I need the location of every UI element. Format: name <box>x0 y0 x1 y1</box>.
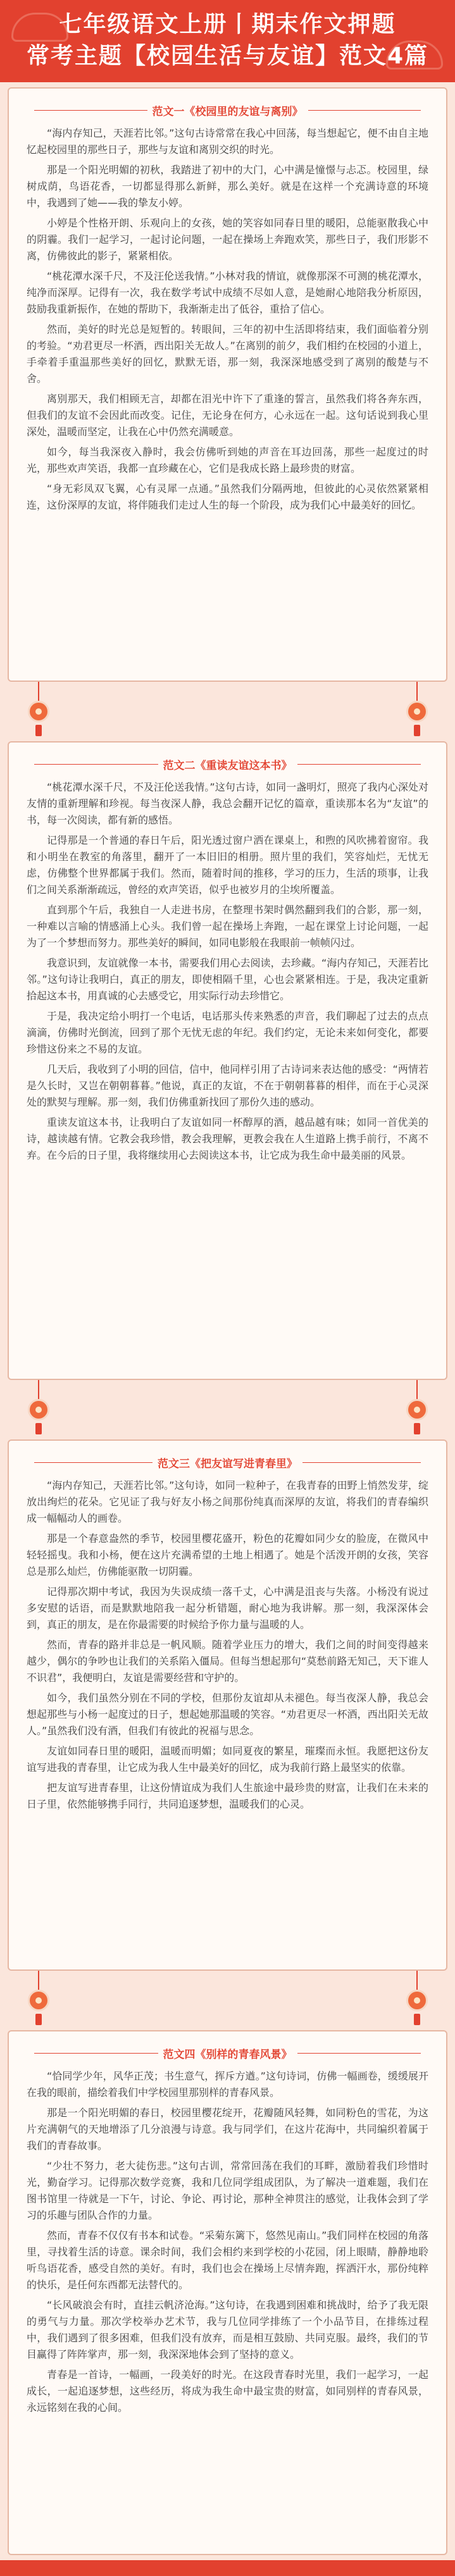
lantern-icon <box>406 1990 428 2011</box>
essay-card-4 <box>8 2030 447 2555</box>
essay-paragraph: 于是，我决定给小明打一个电话，电话那头传来熟悉的声音，我们聊起了过去的点点滴滴，仿佛时光倒流，回到了那个无忧无虑的年纪。我们约定，无论未来如何变化，都要珍惜这份来之不易的友谊。 <box>27 1010 428 1055</box>
tassel-decoration <box>35 2014 42 2025</box>
essay-paragraph: “身无彩凤双飞翼，心有灵犀一点通。”虽然我们分隔两地，但彼此的心灵依然紧紧相连，这份深厚的友谊，将伴随我们走过人生的每一个阶段，成为我们心中最美好的回忆。 <box>27 483 428 511</box>
essay-paragraph: 友谊如同春日里的暖阳，温暖而明媚；如同夏夜的繁星，璀璨而永恒。我愿把这份友谊写进我的青春里，让它成为我人生中最美好的回忆，成为我前行路上最坚实的依靠。 <box>27 1745 428 1773</box>
tassel-decoration <box>35 1423 42 1434</box>
essay-paragraph: 记得那次期中考试，我因为失误成绩一落千丈，心中满是沮丧与失落。小杨没有说过多安慰的话语，而是默默地陪我一起分析错题，耐心地为我讲解。那一刻，我深深体会到，真正的朋友，是在你最需要的时候给予你力量与温暖的人。 <box>27 1586 428 1630</box>
essay-paragraph: 我意识到，友谊就像一本书，需要我们用心去阅读，去珍藏。“海内存知己，天涯若比邻。”这句诗让我明白，真正的朋友，即使相隔千里，心也会紧紧相连。于是，我决定重新拾起这本书，用真诚的心去感受它，用实际行动去珍惜它。 <box>27 957 428 1002</box>
essay-paragraph: 然而，青春不仅仅有书本和试卷。“采菊东篱下，悠然见南山。”我们同样在校园的角落里，寻找着生活的诗意。课余时间，我们会相约来到学校的小花园，闭上眼睛，静静地聆听鸟语花香，感受自然的美好。有时，我们也会在操场上尽情奔跑，挥洒汗水，那份纯粹的快乐，是任何东西都无法替代的。 <box>27 2229 428 2291</box>
tassel-decoration <box>414 2014 420 2025</box>
essay-paragraph: 然而，美好的时光总是短暂的。转眼间，三年的初中生活即将结束，我们面临着分别的考验。“劝君更尽一杯酒，西出阳关无故人。”在离别的前夕，我们相约在校园的小道上，手牵着手重温那些美好的回忆，默默无语，那一刻，我深深地感受到了离别的酸楚与不舍。 <box>27 323 428 385</box>
essay-paragraph: 离别那天，我们相顾无言，却都在泪光中许下了重逢的誓言，虽然我们将各奔东西，但我们的友谊不会因此而改变。记住，无论身在何方，心永远在一起。这句话说到我心里深处，温暖而坚定，让我在心中仍然充满暖意。 <box>27 393 428 438</box>
essay-body <box>27 1477 428 1816</box>
lantern-icon <box>28 1990 49 2011</box>
essay-title: 范文二《重读友谊这本书》 <box>158 756 297 772</box>
essay-paragraph: 然而，青春的路并非总是一帆风顺。随着学业压力的增大，我们之间的时间变得越来越少，偶尔的争吵也让我们的关系陷入僵局。但每当想起那句“莫愁前路无知己，天下谁人不识君”，我便明白，友谊是需要经营和守护的。 <box>27 1639 428 1684</box>
essay-paragraph: “桃花潭水深千尺，不及汪伦送我情。”这句古诗，如同一盏明灯，照亮了我内心深处对友情的重新理解和珍视。每当夜深人静，我总会翻开记忆的篇章，重读那本名为“友谊”的书，每一次阅读，都有新的感悟。 <box>27 781 428 826</box>
tassel-decoration <box>35 725 42 736</box>
essay-paragraph: 记得那是一个普通的春日午后，阳光透过窗户洒在课桌上，和煦的风吹拂着窗帘。我和小明坐在教室的角落里，翻开了一本旧旧的相册。照片里的我们，笑容灿烂，无忧无虑，仿佛整个世界都属于我们。然而，随着时间的推移，学习的压力，生活的琐事，让我们之间关系渐渐疏远，曾经的欢声笑语，似乎也被岁月的尘埃所覆盖。 <box>27 834 428 896</box>
essay-title: 范文一《校园里的友谊与离别》 <box>147 102 308 118</box>
essay-body <box>27 125 428 517</box>
essay-paragraph: 如今，我们虽然分别在不同的学校，但那份友谊却从未褪色。每当夜深人静，我总会想起那些与小杨一起度过的日子，想起她那温暖的笑容。“劝君更尽一杯酒，西出阳关无故人。”虽然我们没有酒，但我们有彼此的祝福与思念。 <box>27 1692 428 1737</box>
page-subtitle: 常考主题【校园生活与友谊】范文4篇 <box>26 43 429 69</box>
essay-paragraph: 重读友谊这本书，让我明白了友谊如同一杯醇厚的酒，越品越有味；如同一首优美的诗，越读越有情。它教会我珍惜，教会我理解，更教会我在人生道路上携手前行，不离不弃。在今后的日子里，我将继续用心去阅读这本书，让它成为我生命中最美丽的风景。 <box>27 1116 428 1161</box>
essay-paragraph: 那是一个春意盎然的季节，校园里樱花盛开，粉色的花瓣如同少女的脸庞，在微风中轻轻摇曳。我和小杨，便在这片充满希望的土地上相遇了。她是个活泼开朗的女孩，笑容总是那么灿烂，仿佛能驱散一切阴霾。 <box>27 1532 428 1577</box>
tassel-decoration <box>414 725 420 736</box>
essay-paragraph: 那是一个阳光明媚的初秋，我踏进了初中的大门，心中满是憧憬与忐忑。校园里，绿树成荫，鸟语花香，一切都显得那么新鲜，那么美好。就是在这样一个充满诗意的环境中，我遇到了她——我的挚友小婷。 <box>27 164 428 209</box>
essay-paragraph: “长风破浪会有时，直挂云帆济沧海。”这句诗，在我遇到困难和挑战时，给予了我无限的勇气与力量。那次学校举办艺术节，我与几位同学排练了一个小品节目，在排练过程中，我们遇到了很多困难，但我们没有放弃，而是相互鼓励、共同克服。最终，我们的节目赢得了阵阵掌声，那一刻，我深深地体会到了坚持的意义。 <box>27 2299 428 2360</box>
page-header <box>0 0 455 82</box>
essay-paragraph: “少壮不努力，老大徒伤悲。”这句古训，常常回荡在我们的耳畔，激励着我们珍惜时光，勤奋学习。记得那次数学竞赛，我和几位同学组成团队，为了解决一道难题，我们在图书馆里一待就是一下午，讨论、争论、再讨论，那种全神贯注的感觉，让我体会到了学习的乐趣与团队合作的力量。 <box>27 2160 428 2221</box>
lantern-icon <box>28 1399 49 1420</box>
tassel-decoration <box>414 1423 420 1434</box>
lantern-icon <box>28 701 49 722</box>
essay-paragraph: 小婷是个性格开朗、乐观向上的女孩，她的笑容如同春日里的暖阳，总能驱散我心中的阴霾。我们一起学习，一起讨论问题，一起在操场上奔跑欢笑，那些日子，我们形影不离，仿佛彼此的影子，紧紧相依。 <box>27 217 428 262</box>
essay-paragraph: “海内存知己，天涯若比邻。”这句诗，如同一粒种子，在我青春的田野上悄然发芽，绽放出绚烂的花朵。它见证了我与好友小杨之间那份纯真而深厚的友谊，将我们的青春编织成一幅幅动人的画卷。 <box>27 1479 428 1524</box>
essay-body <box>27 779 428 1168</box>
page-title: 七年级语文上册丨期末作文押题 <box>59 11 396 37</box>
essay-card-3 <box>8 1439 447 1971</box>
essay-paragraph: 如今，每当我深夜入静时，我会仿佛听到她的声音在耳边回荡，那些一起度过的时光，那些欢声笑语，我都一直珍藏在心，它们是我成长路上最珍贵的财富。 <box>27 446 428 474</box>
lantern-icon <box>406 1399 428 1420</box>
essay-paragraph: 那是一个阳光明媚的春日，校园里樱花绽开，花瓣随风轻舞，如同粉色的雪花，为这片充满朝气的天地增添了几分浪漫与诗意。我与同学们，在这片花海中，共同编织着属于我们的青春故事。 <box>27 2107 428 2152</box>
essay-card-2 <box>8 741 447 1380</box>
essay-paragraph: “桃花潭水深千尺，不及汪伦送我情。”小林对我的情谊，就像那深不可测的桃花潭水，纯净而深厚。记得有一次，我在数学考试中成绩不尽如人意，是她耐心地陪我分析原因，鼓励我重新振作，在她的帮助下，我渐渐走出了低谷，重拾了信心。 <box>27 270 428 315</box>
essay-paragraph: “恰同学少年，风华正茂；书生意气，挥斥方遒。”这句诗词，仿佛一幅画卷，缓缓展开在我的眼前，描绘着我们中学校园里那别样的青春风景。 <box>27 2070 428 2098</box>
essay-paragraph: 青春是一首诗，一幅画，一段美好的时光。在这段青春时光里，我们一起学习，一起成长，一起追逐梦想，这些经历，将成为我生命中最宝贵的财富，如同别样的青春风景，永远铭刻在我的心间。 <box>27 2369 428 2413</box>
essay-body <box>27 2068 428 2420</box>
essay-title: 范文四《别样的青春风景》 <box>158 2045 297 2061</box>
lantern-icon <box>406 701 428 722</box>
essay-title: 范文三《把友谊写进青春里》 <box>153 1455 302 1470</box>
footer-strip <box>0 2560 455 2576</box>
essay-card-1 <box>8 87 447 682</box>
essay-paragraph: 直到那个午后，我独自一人走进书房，在整理书架时偶然翻到我们的合影，那一刻，一种难以言喻的情感涌上心头。我们曾一起在操场上奔跑，一起在课堂上讨论问题，一起为了一个梦想而努力。那些美好的瞬间，如同电影般在我眼前一帧帧闪过。 <box>27 904 428 949</box>
essay-paragraph: 几天后，我收到了小明的回信，信中，他同样引用了古诗词来表达他的感受：“两情若是久长时，又岂在朝朝暮暮。”他说，真正的友谊，不在于朝朝暮暮的相伴，而在于心灵深处的默契与理解。那一刻，我们仿佛重新找回了那份久违的感动。 <box>27 1063 428 1108</box>
essay-paragraph: 把友谊写进青春里，让这份情谊成为我们人生旅途中最珍贵的财富，让我们在未来的日子里，依然能够携手同行，共同追逐梦想，温暖我们的心灵。 <box>27 1782 428 1810</box>
essay-paragraph: “海内存知己，天涯若比邻。”这句古诗常常在我心中回荡，每当想起它，便不由自主地忆起校园里的那些日子，那些与友谊和离别交织的时光。 <box>27 127 428 156</box>
